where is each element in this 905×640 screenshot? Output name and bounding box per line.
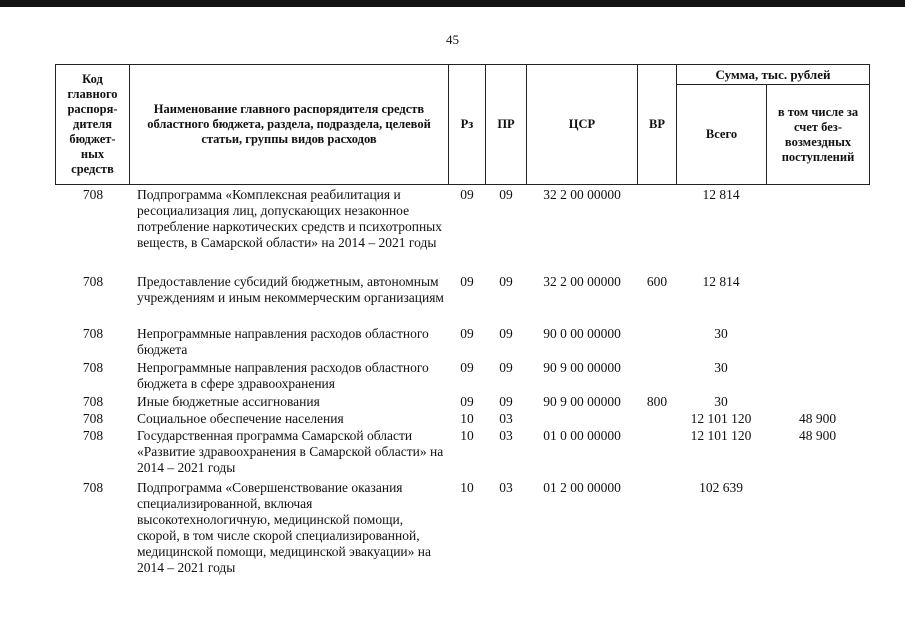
row-total: 30 xyxy=(714,326,728,341)
header-pr: ПР xyxy=(485,64,527,185)
row-name: Иные бюджетные ассигнования xyxy=(137,394,320,409)
row-pr: 09 xyxy=(499,394,513,409)
header-kod: Код главного распоря-дителя бюджет-ных средств xyxy=(55,64,130,185)
row-name: Непрограммные направления расходов областного бюджета в сфере здравоохранения xyxy=(137,360,429,391)
row-pr: 09 xyxy=(499,187,513,202)
row-total: 30 xyxy=(714,360,728,375)
row-rz: 09 xyxy=(460,360,474,375)
row-name: Подпрограмма «Комплексная реабилитация и ресоциализация лиц, допускающих незаконное потребление наркотических средств и психотропных веществ, в Самарской области» на 2014 – 2021 годы xyxy=(137,187,442,250)
row-total: 12 101 120 xyxy=(690,428,752,443)
row-pr: 09 xyxy=(499,360,513,375)
row-kod: 708 xyxy=(82,480,104,495)
row-total: 12 101 120 xyxy=(690,411,752,426)
row-name: Непрограммные направления расходов областного бюджета xyxy=(137,326,429,357)
row-name: Предоставление субсидий бюджетным, автономным учреждениям и иным некоммерческим организациям xyxy=(137,274,444,305)
header-name: Наименование главного распорядителя средств областного бюджета, раздела, подраздела, целевой статьи, группы видов расходов xyxy=(129,64,449,185)
row-rz: 09 xyxy=(460,187,474,202)
row-kod: 708 xyxy=(82,360,104,375)
row-pr: 03 xyxy=(499,480,513,495)
page-number: 45 xyxy=(446,32,459,47)
row-total: 12 814 xyxy=(702,187,740,202)
row-rz: 09 xyxy=(460,326,474,341)
row-pr: 03 xyxy=(499,428,513,443)
row-rz: 10 xyxy=(460,428,474,443)
row-pr: 09 xyxy=(499,274,513,289)
row-pr: 03 xyxy=(499,411,513,426)
header-sum: Сумма, тыс. рублей xyxy=(676,64,870,85)
row-csr: 01 0 00 00000 xyxy=(543,428,621,443)
header-rz: Рз xyxy=(448,64,486,185)
row-kod: 708 xyxy=(82,428,104,443)
row-total: 12 814 xyxy=(702,274,740,289)
row-rz: 10 xyxy=(460,480,474,495)
row-csr: 32 2 00 00000 xyxy=(543,187,621,202)
scan-top-border xyxy=(0,0,905,7)
row-csr: 90 9 00 00000 xyxy=(543,360,621,375)
row-kod: 708 xyxy=(82,274,104,289)
row-csr: 32 2 00 00000 xyxy=(543,274,621,289)
row-name: Государственная программа Самарской области «Развитие здравоохранения в Самарской области» на 2014 – 2021 годы xyxy=(137,428,444,475)
row-total: 30 xyxy=(714,394,728,409)
row-pr: 09 xyxy=(499,326,513,341)
row-kod: 708 xyxy=(82,187,104,202)
row-rz: 09 xyxy=(460,394,474,409)
row-kod: 708 xyxy=(82,411,104,426)
header-total: Всего xyxy=(676,84,767,185)
row-name: Социальное обеспечение населения xyxy=(137,411,344,426)
header-gift: в том числе за счет без-возмездных поступлений xyxy=(766,84,870,185)
row-kod: 708 xyxy=(82,394,104,409)
row-rz: 10 xyxy=(460,411,474,426)
row-rz: 09 xyxy=(460,274,474,289)
row-gift: 48 900 xyxy=(798,428,837,443)
row-csr: 90 0 00 00000 xyxy=(543,326,621,341)
row-total: 102 639 xyxy=(699,480,743,495)
row-csr: 01 2 00 00000 xyxy=(543,480,621,495)
row-vr: 800 xyxy=(646,394,668,409)
header-csr: ЦСР xyxy=(526,64,638,185)
row-kod: 708 xyxy=(82,326,104,341)
row-vr: 600 xyxy=(646,274,668,289)
row-csr: 90 9 00 00000 xyxy=(543,394,621,409)
row-gift: 48 900 xyxy=(798,411,837,426)
row-name: Подпрограмма «Совершенствование оказания специализированной, включая высокотехнологичную, медицинской помощи, скорой, в том числе скорой специализированной, медицинской помощи, медицинской эвакуации» на 2014 – 2021 годы xyxy=(137,480,431,575)
header-vr: ВР xyxy=(637,64,677,185)
